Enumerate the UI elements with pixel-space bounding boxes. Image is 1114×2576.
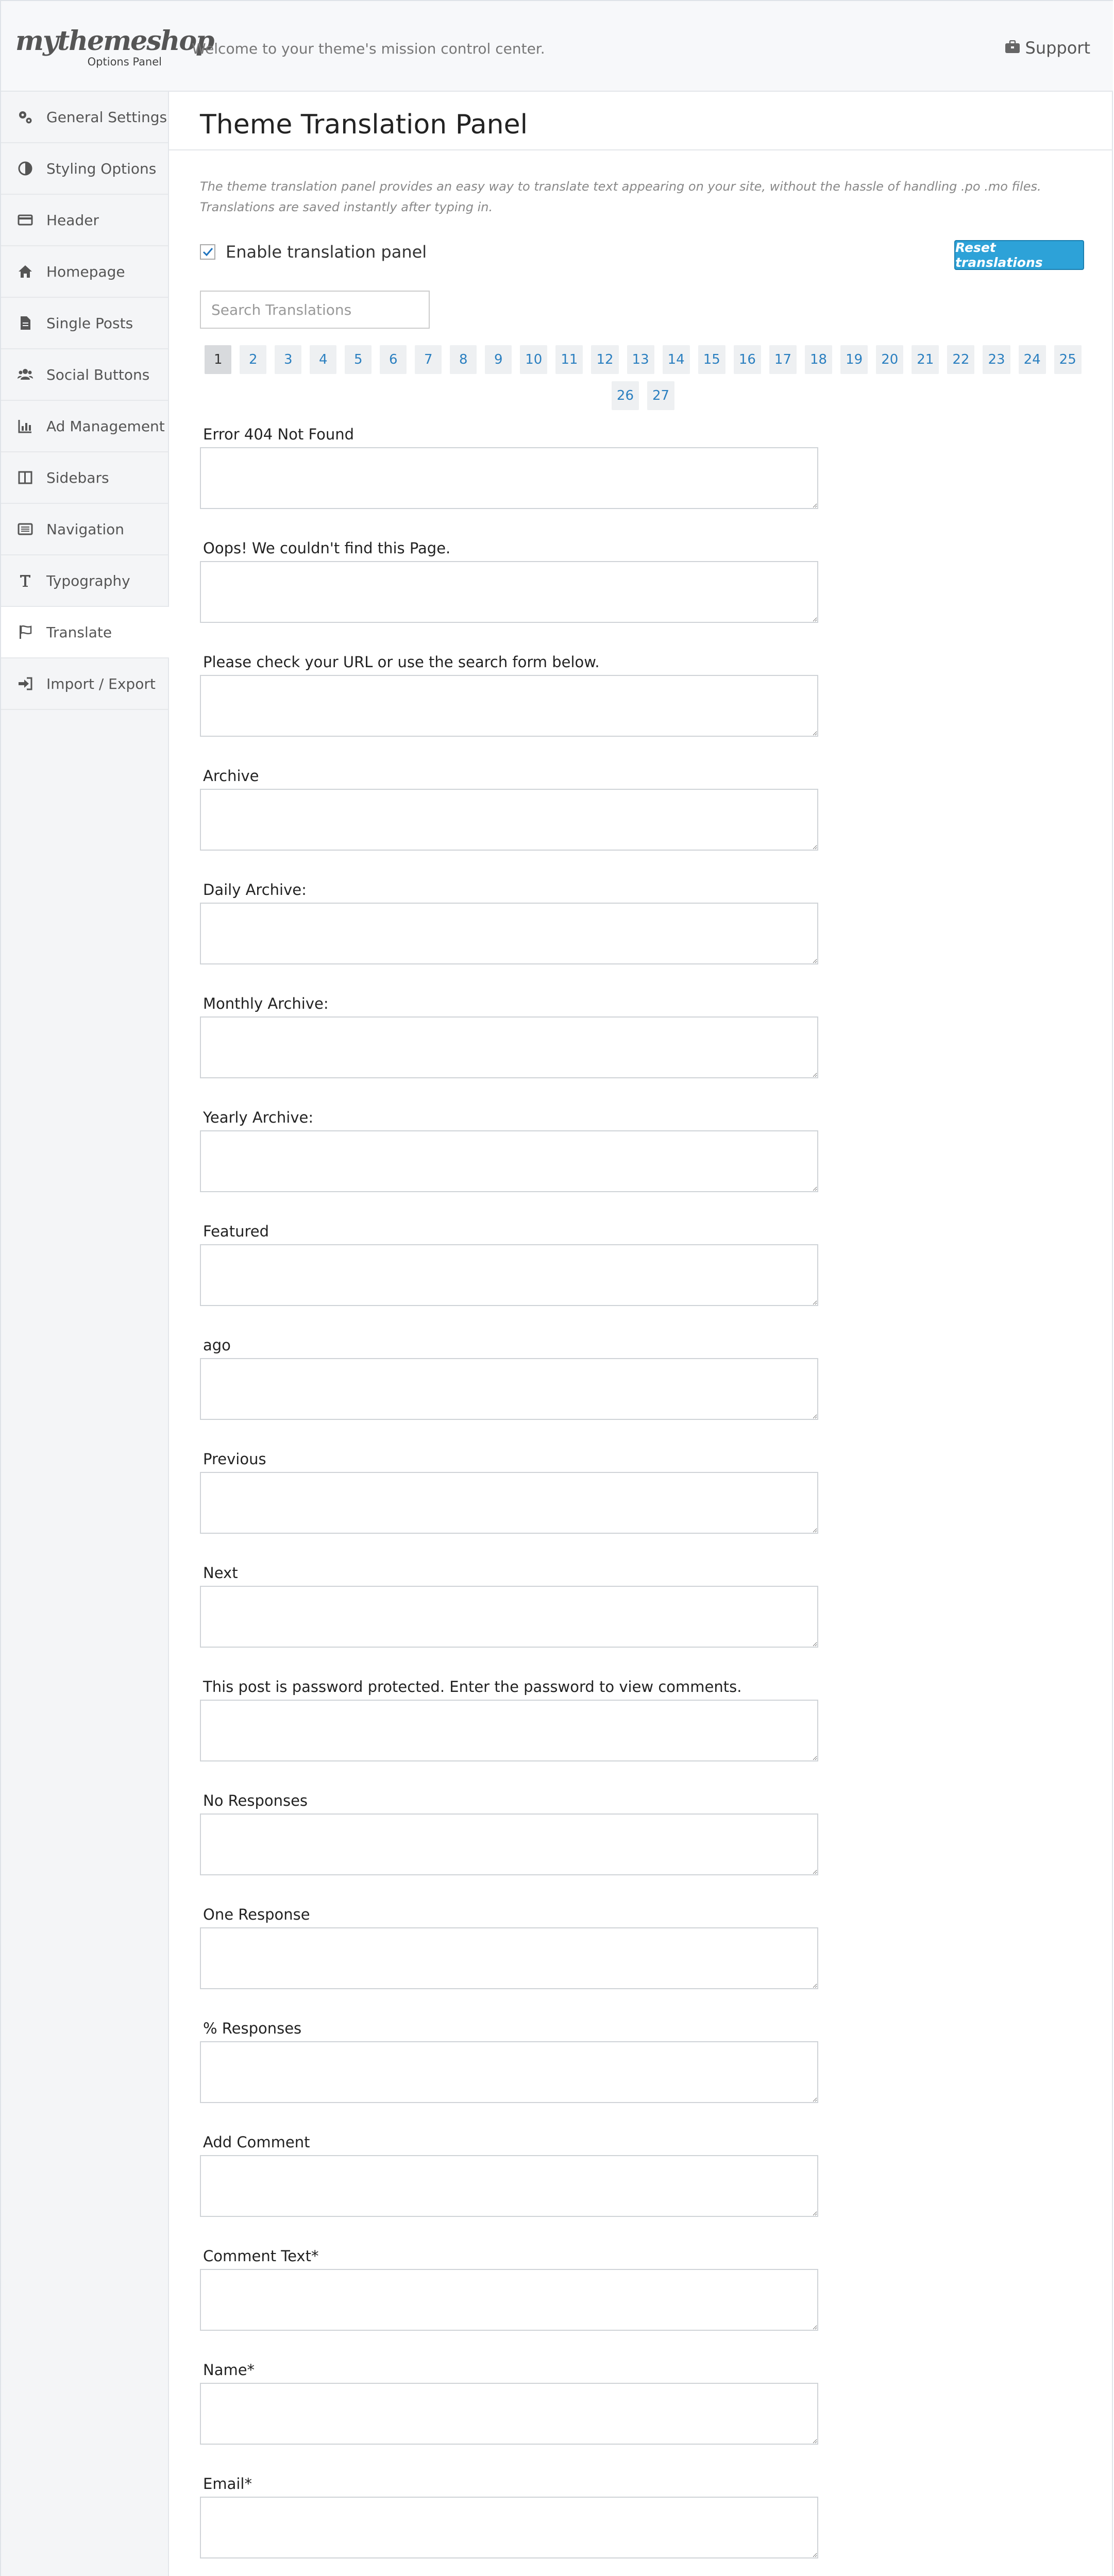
header-bar [1,1,1113,92]
translation-field [200,1564,818,1678]
pagination-top [201,345,1085,410]
translation-label: Error 404 Not Found [203,426,355,443]
sidebar-item-styling-options[interactable] [1,143,168,195]
translation-textarea[interactable] [200,561,818,623]
sidebar-item-label: Ad Management [46,417,165,435]
translation-label: Featured [203,1223,269,1240]
briefcase-icon [1005,38,1020,58]
translation-label: Oops! We couldn't find this Page. [203,539,451,557]
translation-textarea[interactable] [200,1586,818,1648]
enable-translation-row[interactable] [200,242,427,262]
translation-field [200,2361,818,2475]
sidebar-item-sidebars[interactable] [1,452,168,504]
translation-textarea[interactable] [200,1358,818,1420]
sidebar [1,92,169,2576]
contrast-icon [16,160,34,177]
sidebar-item-label: Import / Export [46,675,156,692]
translation-label: Daily Archive: [203,881,307,899]
card-icon [16,211,34,229]
gears-icon [16,108,34,126]
page-link-10[interactable]: 10 [520,345,547,374]
translation-label: % Responses [203,2020,302,2037]
translation-field [200,995,818,1109]
sidebar-item-label: General Settings [46,108,167,126]
page-link-7[interactable]: 7 [415,345,442,374]
translation-field [200,426,818,539]
intro-text: The theme translation panel provides an easy way to translate text appearing on your site, without the hassle of handling .po .mo files. Translations are saved instantly after typing in. [200,179,1041,214]
title-divider [169,149,1113,150]
translation-textarea[interactable] [200,1016,818,1078]
page-link-20[interactable]: 20 [876,345,903,374]
page-link-9[interactable]: 9 [485,345,512,374]
enable-translation-checkbox[interactable] [200,244,215,260]
columns-icon [16,469,34,486]
translation-label: Archive [203,767,259,785]
translation-label: Name* [203,2361,255,2379]
users-icon [16,366,34,383]
sidebar-item-header[interactable] [1,195,168,246]
page-link-21[interactable]: 21 [912,345,939,374]
page-link-14[interactable]: 14 [663,345,690,374]
page-link-18[interactable]: 18 [805,345,832,374]
page-link-1[interactable]: 1 [205,345,231,374]
translation-textarea[interactable] [200,903,818,964]
translation-field [200,2133,818,2247]
translation-textarea[interactable] [200,2041,818,2103]
page-link-12[interactable]: 12 [591,345,618,374]
sidebar-item-label: Social Buttons [46,366,150,383]
translation-field [200,1109,818,1223]
page-link-13[interactable]: 13 [627,345,654,374]
translation-textarea[interactable] [200,1472,818,1534]
page-link-2[interactable]: 2 [240,345,266,374]
page-link-27[interactable]: 27 [647,381,674,410]
checkmark-icon [201,246,214,258]
reset-translations-button[interactable]: Reset translations [954,240,1084,270]
page-link-8[interactable]: 8 [450,345,477,374]
translation-label: This post is password protected. Enter the password to view comments. [203,1678,742,1696]
translation-label: ago [203,1336,231,1354]
translation-label: No Responses [203,1792,308,1809]
sidebar-item-label: Translate [46,623,112,641]
support-label: Support [1025,38,1090,58]
logo-text: mythemeshop [15,25,214,57]
sign-in-icon [16,675,34,692]
page-link-25[interactable]: 25 [1054,345,1082,374]
sidebar-item-translate[interactable] [1,607,169,658]
translation-label: Email* [203,2475,252,2493]
translation-label: Add Comment [203,2133,310,2151]
translation-label: Monthly Archive: [203,995,329,1012]
translation-field [200,1450,818,1564]
translation-label: Next [203,1564,238,1582]
sidebar-item-homepage[interactable] [1,246,168,298]
logo-subtitle: Options Panel [87,56,162,68]
sidebar-item-label: Header [46,211,99,229]
support-link[interactable] [1005,38,1091,58]
page-link-5[interactable]: 5 [345,345,372,374]
translation-label: One Response [203,1906,310,1923]
list-icon [16,520,34,538]
sidebar-item-label: Typography [46,572,130,589]
page-link-16[interactable]: 16 [734,345,761,374]
page-link-11[interactable]: 11 [555,345,583,374]
document-icon [16,314,34,332]
translation-field [200,881,818,995]
page-link-24[interactable]: 24 [1019,345,1046,374]
page-link-19[interactable]: 19 [840,345,868,374]
page-link-15[interactable]: 15 [698,345,725,374]
page-link-23[interactable]: 23 [983,345,1010,374]
sidebar-item-label: Navigation [46,520,125,538]
page-link-17[interactable]: 17 [769,345,797,374]
translation-field [200,1792,818,1906]
translation-field [200,653,818,767]
search-translations-input[interactable] [200,291,430,329]
sidebar-item-ad-management[interactable] [1,401,168,452]
sidebar-item-general-settings[interactable] [1,92,168,143]
translation-textarea[interactable] [200,789,818,851]
sidebar-item-single-posts[interactable] [1,298,168,349]
page-link-6[interactable]: 6 [380,345,407,374]
translation-textarea[interactable] [200,2383,818,2445]
sidebar-item-typography[interactable] [1,555,168,607]
sidebar-item-label: Sidebars [46,469,109,486]
translation-field [200,539,818,653]
translation-textarea[interactable] [200,2155,818,2217]
translation-textarea[interactable] [200,1927,818,1989]
chart-icon [16,417,34,435]
page-link-26[interactable]: 26 [612,381,639,410]
sidebar-item-navigation[interactable] [1,504,168,555]
flag-icon [16,623,34,641]
translation-textarea[interactable] [200,2269,818,2331]
translation-field [200,767,818,881]
translation-label: Please check your URL or use the search form below. [203,653,600,671]
page-link-4[interactable]: 4 [310,345,336,374]
logo [15,25,214,68]
translation-label: Yearly Archive: [203,1109,314,1126]
translation-field [200,1678,818,1792]
translation-textarea[interactable] [200,447,818,509]
page-link-22[interactable]: 22 [947,345,974,374]
translation-field [200,1223,818,1336]
translation-textarea[interactable] [200,1700,818,1761]
translation-field [200,1906,818,2020]
translation-field [200,2247,818,2361]
translation-textarea[interactable] [200,1130,818,1192]
page-link-3[interactable]: 3 [275,345,301,374]
translation-textarea[interactable] [200,1814,818,1875]
translation-textarea[interactable] [200,2497,818,2558]
translation-label: Comment Text* [203,2247,319,2265]
text-icon [16,572,34,589]
translation-label: Previous [203,1450,266,1468]
sidebar-item-import-export[interactable] [1,658,168,710]
translation-field [200,2020,818,2133]
sidebar-item-label: Single Posts [46,314,133,332]
enable-translation-label: Enable translation panel [226,242,427,262]
welcome-text: Welcome to your theme's mission control center. [192,40,545,57]
translation-field [200,1336,818,1450]
translation-fields [200,426,818,2576]
home-icon [16,263,34,280]
sidebar-item-label: Styling Options [46,160,157,177]
translation-textarea[interactable] [200,675,818,737]
sidebar-item-label: Homepage [46,263,125,280]
translation-field [200,2475,818,2576]
sidebar-item-social-buttons[interactable] [1,349,168,401]
translation-textarea[interactable] [200,1244,818,1306]
page-title: Theme Translation Panel [200,109,528,140]
